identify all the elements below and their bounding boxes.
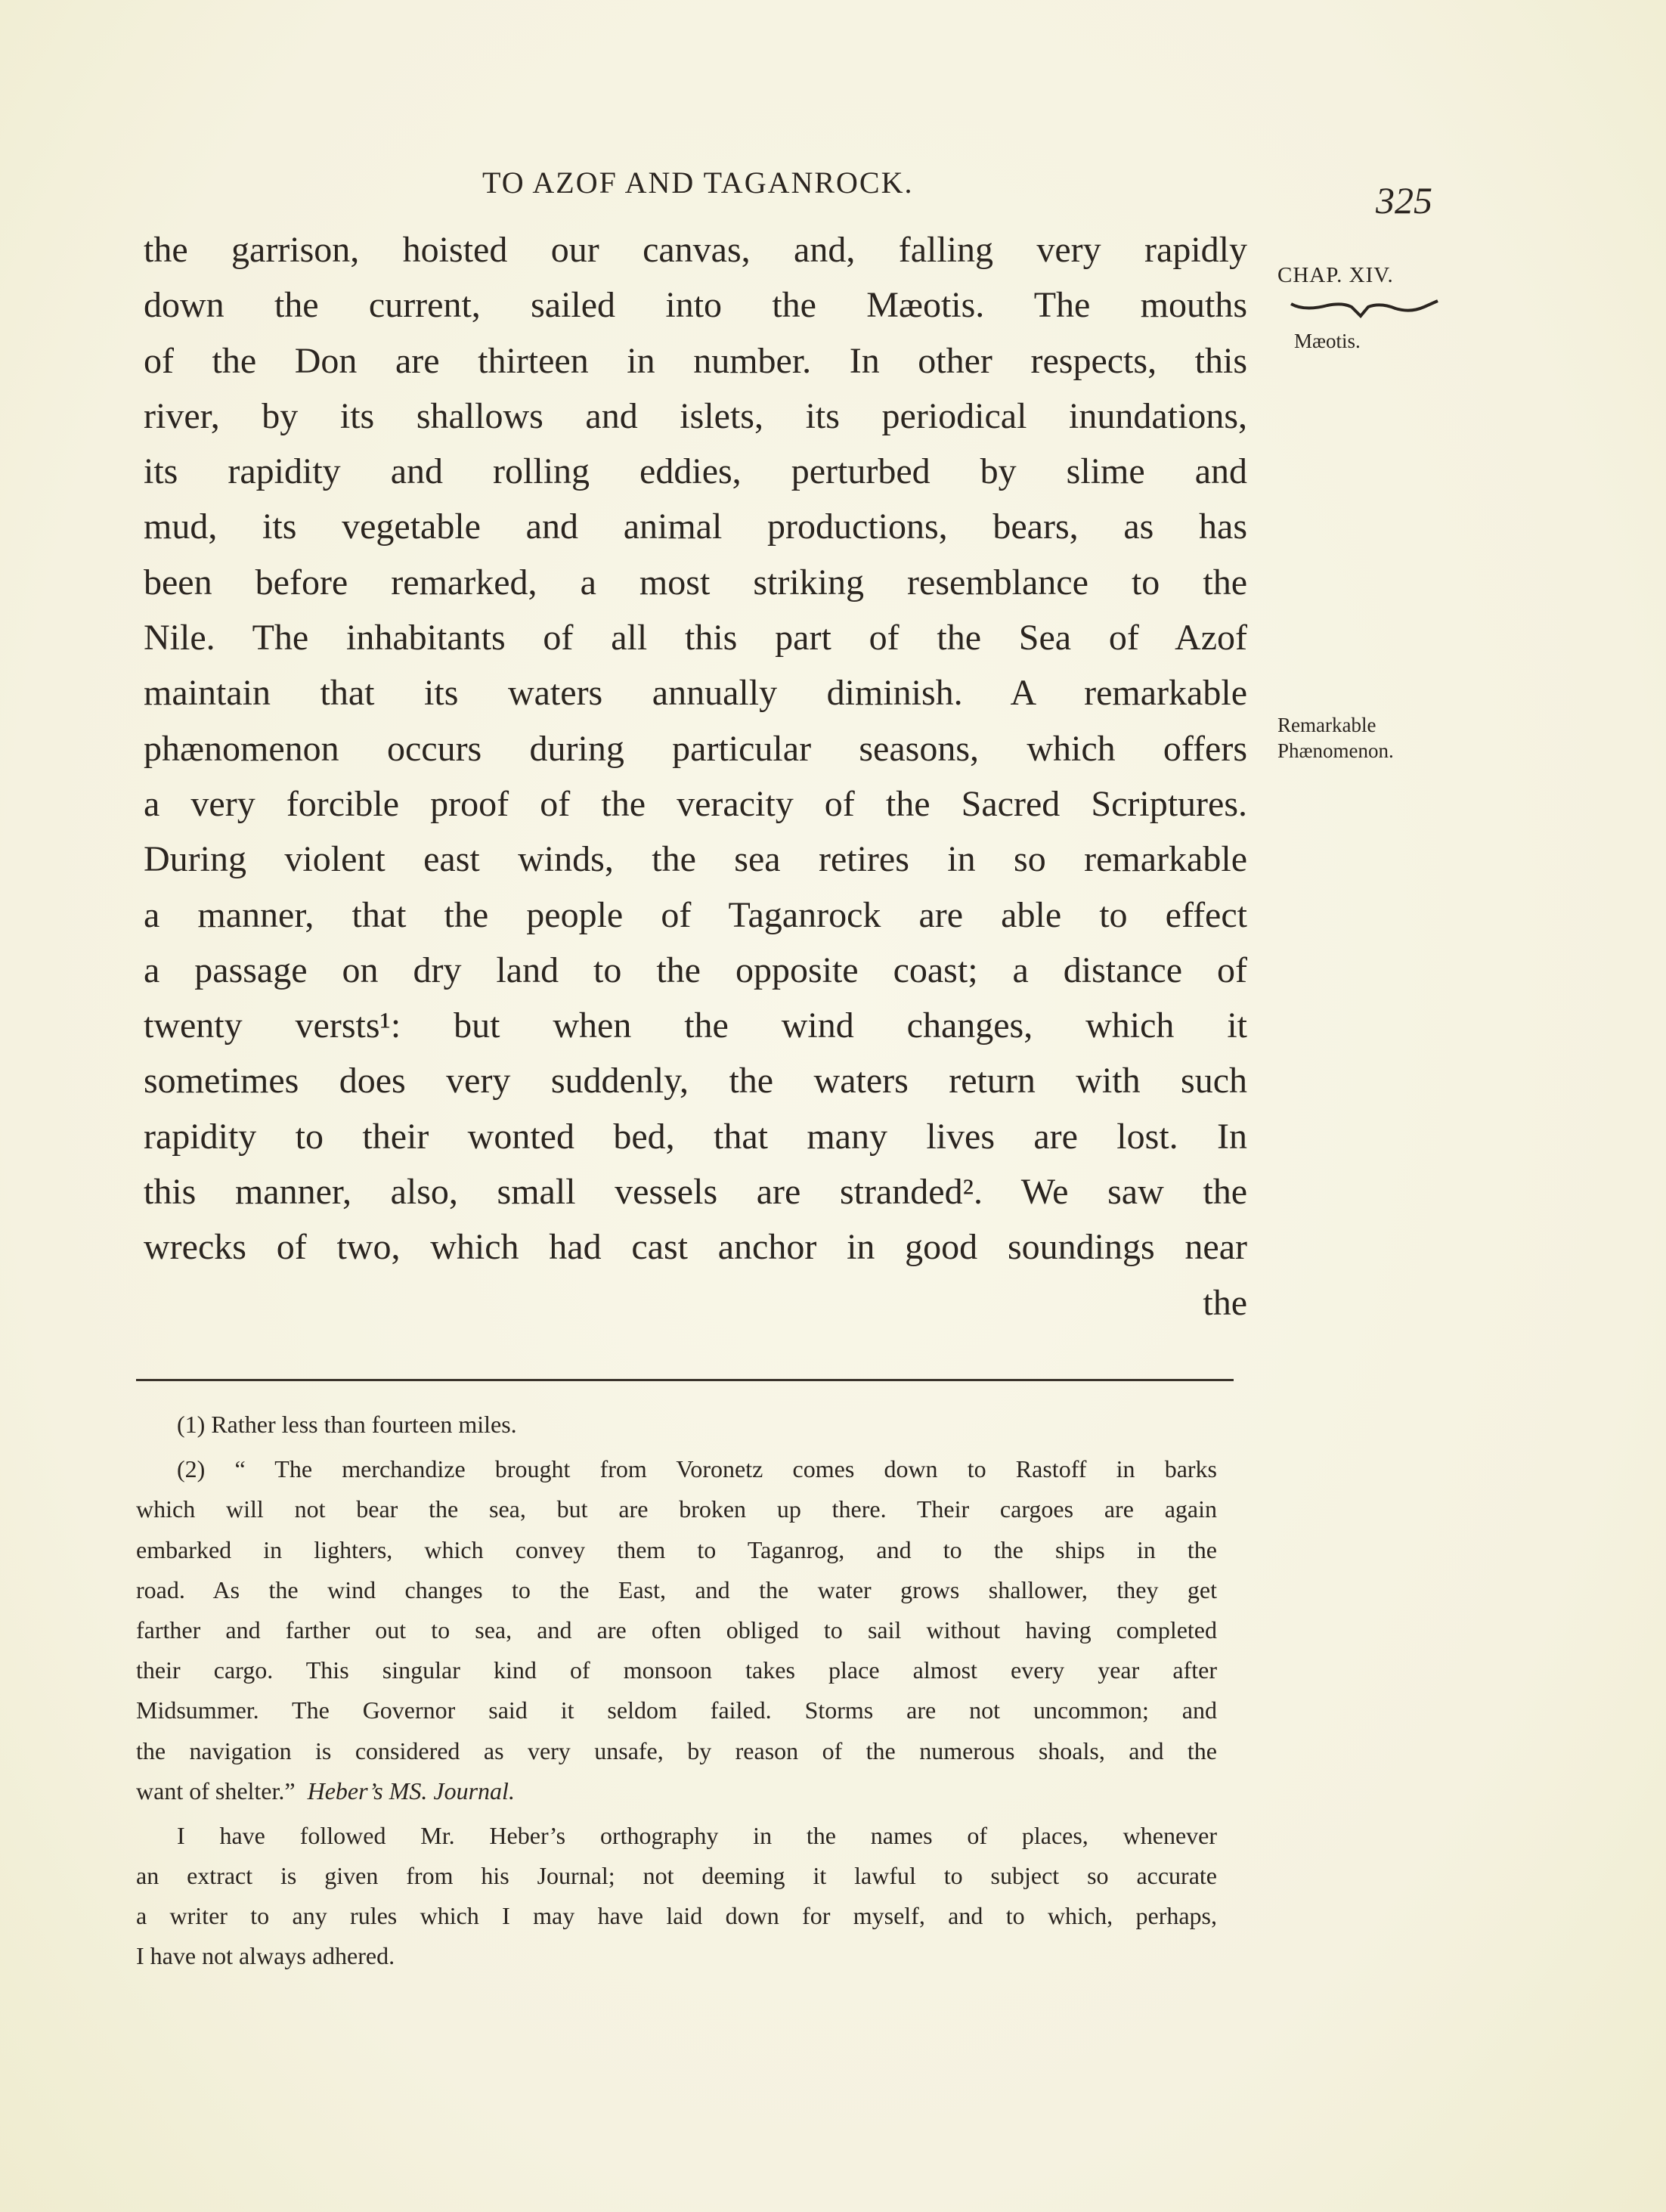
footnote-2-line: farther and farther out to sea, and are often obliged to sail without having completed: [136, 1616, 1217, 1644]
footnote-2-last-line: [136, 1771, 1217, 1811]
body-line: its rapidity and rolling eddies, perturbed by slime and: [144, 451, 1247, 492]
body-line: been before remarked, a most striking resemblance to the: [144, 562, 1247, 603]
footnote-3-line: I have followed Mr. Heber’s orthography in the names of places, whenever: [177, 1821, 1217, 1849]
body-line: phænomenon occurs during particular seasons, which offers: [144, 728, 1247, 769]
footnote-rule: [136, 1379, 1234, 1381]
footnote-2-line: their cargo. This singular kind of monsoon takes place almost every year after: [136, 1656, 1217, 1684]
page-number: 325: [1376, 179, 1432, 222]
chapter-ornament-icon: [1290, 299, 1441, 322]
body-line: sometimes does very suddenly, the waters return with such: [144, 1061, 1247, 1101]
footnote-2-line: road. As the wind changes to the East, and the water grows shallower, they get: [136, 1575, 1217, 1603]
catchword: the: [1203, 1282, 1247, 1323]
footnotes: [136, 1405, 1217, 1977]
footnote-1: (1) Rather less than fourteen miles.: [177, 1411, 517, 1438]
body-line: a very forcible proof of the veracity of the Sacred Scriptures.: [144, 783, 1247, 824]
running-head: TO AZOF AND TAGANROCK.: [482, 166, 914, 200]
body-line: the garrison, hoisted our canvas, and, falling very rapidly: [144, 230, 1247, 270]
body-line: mud, its vegetable and animal productions, bears, as has: [144, 507, 1247, 547]
margin-note-maeotis: [1294, 328, 1361, 354]
margin-note-line: Remarkable: [1277, 714, 1376, 736]
body-line: twenty versts¹: but when the wind changes, which it: [144, 1005, 1247, 1046]
footnote-2-closing-text: want of shelter.”: [136, 1777, 296, 1805]
footnote-2-line: (2) “ The merchandize brought from Voronetz comes down to Rastoff in barks: [177, 1455, 1217, 1483]
body-line: rapidity to their wonted bed, that many lives are lost. In: [144, 1116, 1247, 1157]
body-line: a manner, that the people of Taganrock are able to effect: [144, 894, 1247, 935]
margin-note-phaenomenon: [1277, 712, 1394, 764]
footnote-2-line: embarked in lighters, which convey them to Taganrog, and to the ships in the: [136, 1535, 1217, 1563]
footnote-2-line: which will not bear the sea, but are broken up there. Their cargoes are again: [136, 1495, 1217, 1523]
footnote-2-line: Midsummer. The Governor said it seldom failed. Storms are not uncommon; and: [136, 1696, 1217, 1724]
margin-note-line: Phænomenon.: [1277, 739, 1394, 762]
body-line: maintain that its waters annually diminish. A remarkable: [144, 673, 1247, 714]
body-line: down the current, sailed into the Mæotis. The mouths: [144, 285, 1247, 326]
body-line: wrecks of two, which had cast anchor in good soundings near: [144, 1227, 1247, 1268]
margin-note-line: Mæotis.: [1294, 330, 1361, 352]
footnote-3-line: I have not always adhered.: [136, 1942, 395, 1970]
chapter-label: CHAP. XIV.: [1277, 263, 1394, 287]
body-line: river, by its shallows and islets, its periodical inundations,: [144, 395, 1247, 436]
footnote-2-citation: Heber’s MS. Journal.: [307, 1777, 515, 1805]
footnote-3-line: a writer to any rules which I may have laid down for myself, and to which, perhaps,: [136, 1902, 1217, 1930]
body-line: this manner, also, small vessels are stranded². We saw the: [144, 1172, 1247, 1213]
footnote-2-line: the navigation is considered as very unsafe, by reason of the numerous shoals, and the: [136, 1736, 1217, 1764]
body-text: [144, 222, 1247, 1331]
body-line: of the Don are thirteen in number. In other respects, this: [144, 340, 1247, 381]
body-line: Nile. The inhabitants of all this part of the Sea of Azof: [144, 618, 1247, 658]
footnote-3-line: an extract is given from his Journal; not deeming it lawful to subject so accurate: [136, 1862, 1217, 1890]
body-line: a passage on dry land to the opposite coast; a distance of: [144, 950, 1247, 990]
body-line: During violent east winds, the sea retires in so remarkable: [144, 839, 1247, 880]
